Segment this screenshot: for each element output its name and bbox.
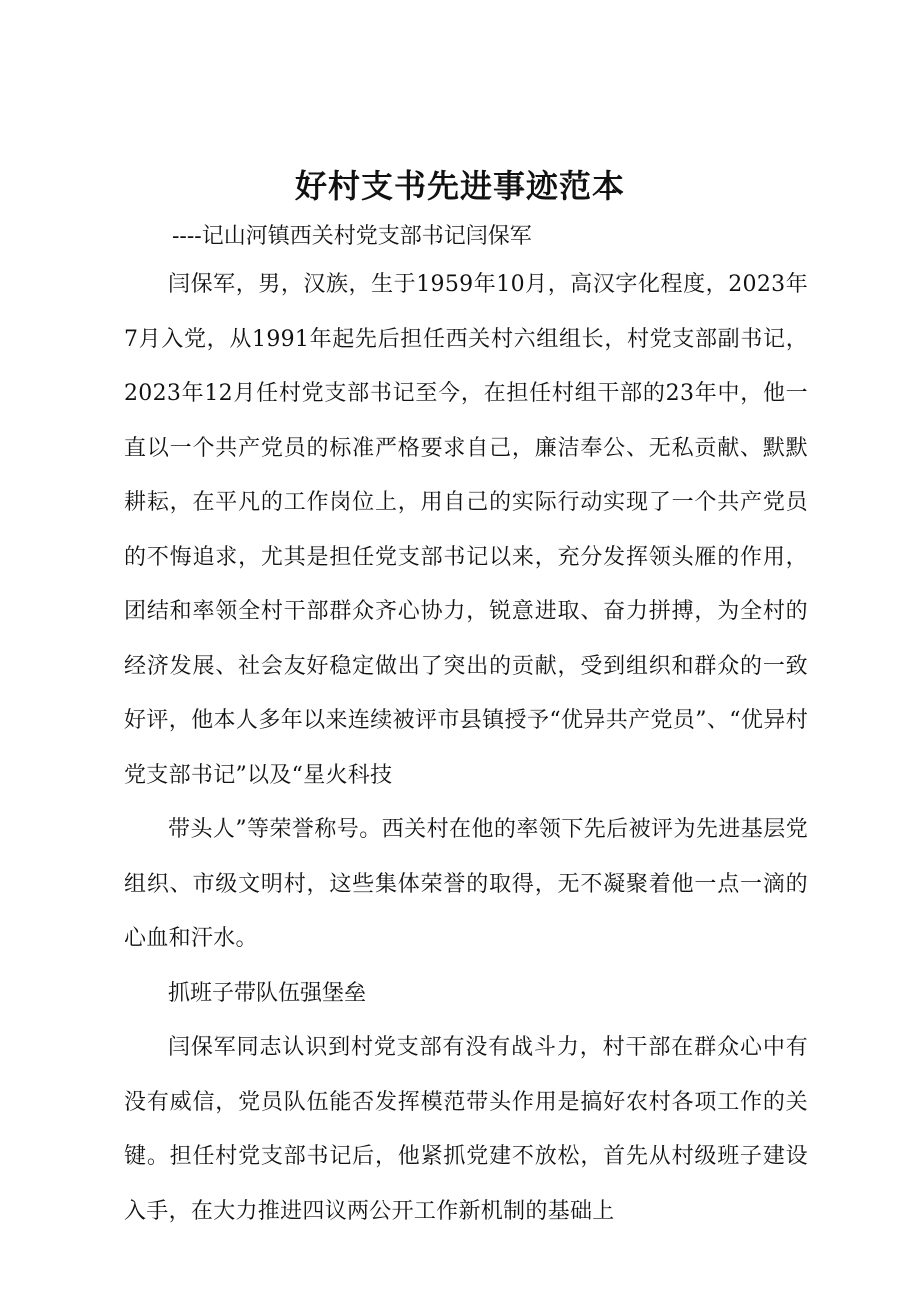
section-paragraph: 闫保军同志认识到村党支部有没有战斗力，村干部在群众心中有没有威信，党员队伍能否发挥模范带头作用是搞好农村各项工作的关键。担任村党支部书记后，他紧抓党建不放松，首先从村级班子建设入手，在大力推进四议两公开工作新机制的基础上 — [124, 1035, 808, 1224]
body-paragraph-intro: 闫保军，男，汉族，生于1959年10月，高汉字化程度，2023年7月入党，从1991年起先后担任西关村六组组长，村党支部副书记，2023年12月任村党支部书记至今，在担任村组干部的23年中，他一直以一个共产党员的标准严格要求自己，廉洁奉公、无私贡献、默默耕耘，在平凡的工作岗位上，用自己的实际行动实现了一个共产党员的不悔追求，尤其是担任党支部书记以来，充分发挥领头雁的作用，团结和率领全村干部群众齐心协力，锐意进取、奋力拼搏，为全村的经济发展、社会友好稳定做出了突出的贡献，受到组织和群众的一致好评，他本人多年以来连续被评市县镇授予“优异共产党员”、“优异村党支部书记”以及“星火科技 — [124, 272, 808, 788]
document-title: 好村支书先进事迹范本 — [294, 167, 625, 205]
document-body — [124, 258, 808, 1239]
body-paragraph-honors: 带头人”等荣誉称号。西关村在他的率领下先后被评为先进基层党组织、市级文明村，这些集体荣誉的取得，无不凝聚着他一点一滴的心血和汗水。 — [124, 817, 808, 951]
section-heading: 抓班子带队伍强堡垒 — [168, 980, 367, 1006]
document-subtitle: ----记山河镇西关村党支部书记闫保军 — [172, 224, 532, 249]
